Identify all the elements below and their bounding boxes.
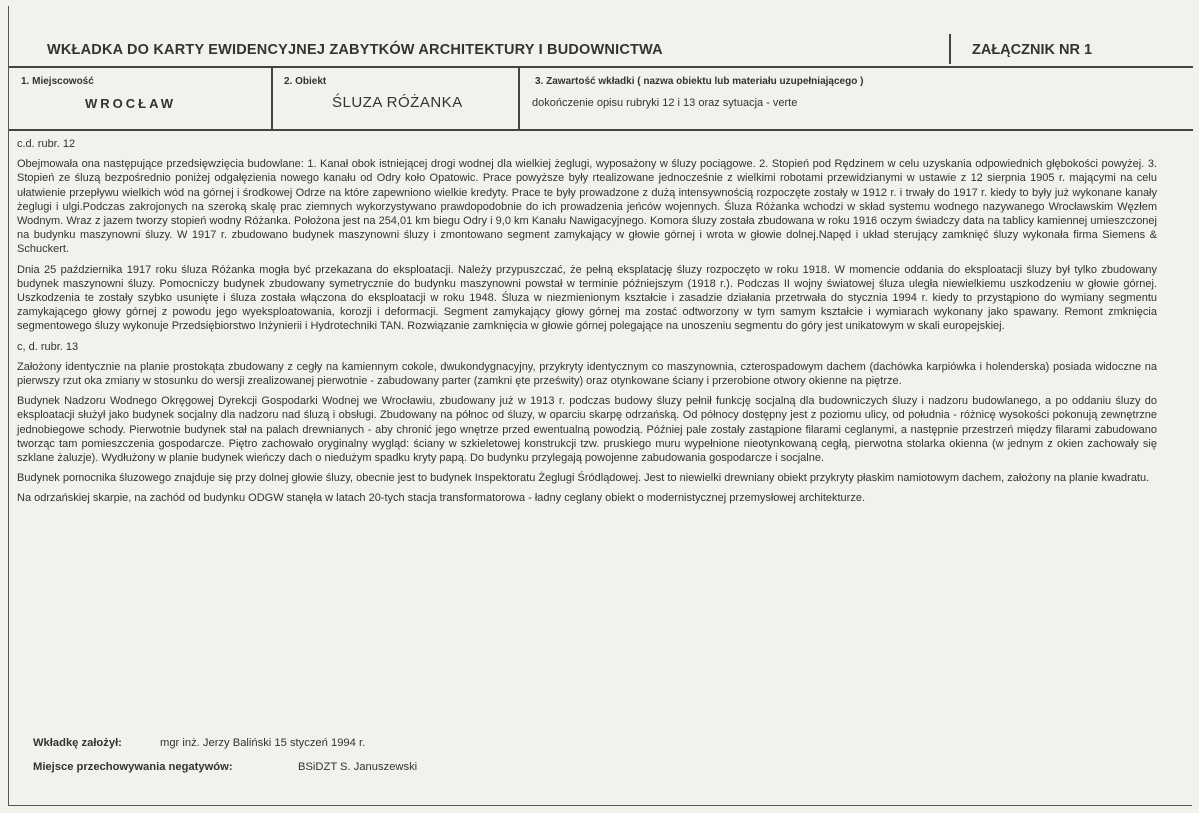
section-heading: c.d. rubr. 12 xyxy=(17,138,76,150)
author-value: mgr inż. Jerzy Baliński 15 styczeń 1994 r. xyxy=(160,737,366,749)
author-label: Wkładkę założył: xyxy=(33,737,122,749)
field-object xyxy=(272,67,519,129)
field-value: WROCŁAW xyxy=(85,96,177,111)
paragraph: Na odrzańskiej skarpie, na zachód od budynku ODGW stanęła w latach 20-tych stacja transformatorowa - ładny ceglany obiekt o modernistycznej przemysłowej architekturze. xyxy=(17,492,866,505)
storage-label: Miejsce przechowywania negatywów: xyxy=(33,761,233,773)
header-divider xyxy=(949,34,951,64)
field-label: 2. Obiekt xyxy=(284,76,327,87)
paragraph: Budynek pomocnika śluzowego znajduje się przy dolnej głowie śluzy, obecnie jest to budynek Inspektoratu Żeglugi Śródlądowej. Jest to niewielki drewniany obiekt przykryty płaskim namiotowym dachem, założony na planie kwadratu. xyxy=(17,472,1150,485)
field-value: dokończenie opisu rubryki 12 i 13 oraz sytuacja - verte xyxy=(532,97,798,109)
paragraph: Obejmowała ona następujące przedsięwzięcia budowlane: 1. Kanał obok istniejącej drogi wodnej dla wielkiej żeglugi, wyposażony w śluzy pociągowe. 2. Stopień pod Rędzinem w celu uzyskania odpowiednich głębokości powyżej. 3. Stopień ze śluzą bezpośrednio poniżej odgałęzienia nowego kanału od Odry koło Opatowic. Prace powyższe były rtealizowane jednocześnie z wielkimi robotami przewidzianymi w ustawie z 12 sierpnia 1905 r. mającymi na celu ułatwienie przepływu wielkich wód na górnej i środkowej Odrze na które zapewniono wielkie kredyty. Prace te były prowadzone z dużą intensywnością rozpoczęte zostały w 1912 r. i trwały do 1917 r. kiedy to były już wykonane kanały żeglugi i ulgi.Podczas zakrojonych na szeroką skalę prac ziemnych wykorzystywano prawdopodobnie do ich prowadzenia jeńców wojennych. Śluza Różanka wchodzi w skład systemu wodnego nazywanego Wrocławskim Węzłem Wodnym. Wraz z jazem tworzy stopień wodny Różanka. Położona jest na 254,01 km biegu Odry i 9,0 km Kanału Nawigacyjnego. Komora śluzy została zbudowana w roku 1916 oczym świadczy data na tablicy kamiennej umieszczonej na budynku maszynowni śluzy. W 1917 r. zbudowano budynek maszynowni śluzy i zmontowano segment zamykający w głowie górnej i wrota w głowie dolnej.Napęd i układ sterujący zamknięć śluzy wykonała firma Siemens & Schuckert. xyxy=(17,158,1157,256)
field-label: 1. Miejscowość xyxy=(21,76,94,87)
card-title: WKŁADKA DO KARTY EWIDENCYJNEJ ZABYTKÓW ARCHITEKTURY I BUDOWNICTWA xyxy=(47,42,663,58)
field-label: 3. Zawartość wkładki ( nazwa obiektu lub materiału uzupełniającego ) xyxy=(535,76,864,87)
field-value: ŚLUZA RÓŻANKA xyxy=(332,94,463,111)
card-header xyxy=(9,32,1193,70)
paragraph: Założony identycznie na planie prostokąta zbudowany z cegły na kamiennym cokole, dwukondygnacyjny, przykryty identycznym co maszynownia, czterospadowym dachem (dachówka karpiówka i holenderska) posiada widoczne na pierwszy rzut oka zmiany w stosunku do wersji zrealizowanej pierwotnie - zabudowany parter (zamkni ęte prześwity) oraz otynkowane ściany i przerobione otwory okienne na piętrze. xyxy=(17,360,1157,388)
attachment-number: ZAŁĄCZNIK NR 1 xyxy=(972,42,1093,58)
field-locality xyxy=(9,67,271,129)
section-heading: c, d. rubr. 13 xyxy=(17,340,79,353)
record-card xyxy=(8,6,1192,806)
fields-rule xyxy=(9,129,1193,131)
storage-value: BSiDZT S. Januszewski xyxy=(298,761,418,773)
paragraph: Dnia 25 października 1917 roku śluza Różanka mogła być przekazana do eksploatacji. Należy przypuszczać, że pełną eksplatację śluzy rozpoczęto w roku 1918. W momencie oddania do eksploatacji śluzy był tylko zbudowany budynek maszynowni śluzy. Pomocniczy budynek zbudowany symetrycznie do budynku maszynowni powstał w terminie późniejszym (1918 r.). Podczas II wojny światowej śluza uległa niewielkiemu uszkodzeniu w głowie górnej. Uszkodzenia te zostały szybko usunięte i śluza została włączona do eksploatacji w roku 1948. Śluza w niezmienionym kształcie i zasadzie działania przetrwała do stycznia 1994 r. kiedy to przystąpiono do wymiany segmentu zamykającego głowy górnej z powodu jego wyeksploatowania, korozji i deformacji. Segment zamykający głowy górnej ma zostać odtworzony w tym samym kształcie i wymiarach wykonany jako spawany. Remont zmknięcia segmentowego śluzy wykonuje Przedsiębiorstwo Inżynierii i Hydrotechniki TAN. Rozwiązanie zamknięcia w głowie górnej polegające na unoszeniu segmentu do góry jest unikatowym w skali europejskiej. xyxy=(17,263,1157,333)
card-footer xyxy=(33,737,633,785)
storage-row xyxy=(33,761,633,785)
paragraph: Budynek Nadzoru Wodnego Okręgowej Dyrekcji Gospodarki Wodnej we Wrocławiu, zbudowany już w 1913 r. podczas budowy śluzy pełnił funkcję socjalną dla budowniczych śluzy i nadzoru budowlanego, a po oddaniu śluzy do eksploatacji służył jako budynek socjalny dla nadzoru nad śluzą i obsługi. Zbudowany na północ od śluzy, w oparciu skarpę odrzańską. Od północy dostępny jest z poziomu ulicy, od południa - różnicę wysokości pokonują zewnętrzne jednobiegowe schody. Pierwotnie budynek stał na palach drewnianych - aby chronić jego wnętrze przed ewentualną powodzią. Później pale zostały zastąpione filarami ceglanymi, a następnie przestrzeń między filarami zabudowano tworząc tam pomieszczenia gospodarcze. Piętro zachowało oryginalny wygląd: ściany w szkieletowej konstrukcji tzw. pruskiego muru wypełnione nieotynkowaną cegłą, pierwotna stolarka okienna (w jednym z okien zachowały się szklane żaluzje). Wydłużony w planie budynek wieńczy dach o niedużym spadku kryty papą. Do budynku przylegają powojenne zabudowania gospodarcze i socjalne. xyxy=(17,395,1157,465)
author-row xyxy=(33,737,633,761)
field-content xyxy=(520,67,1193,129)
card-body xyxy=(17,137,1157,512)
